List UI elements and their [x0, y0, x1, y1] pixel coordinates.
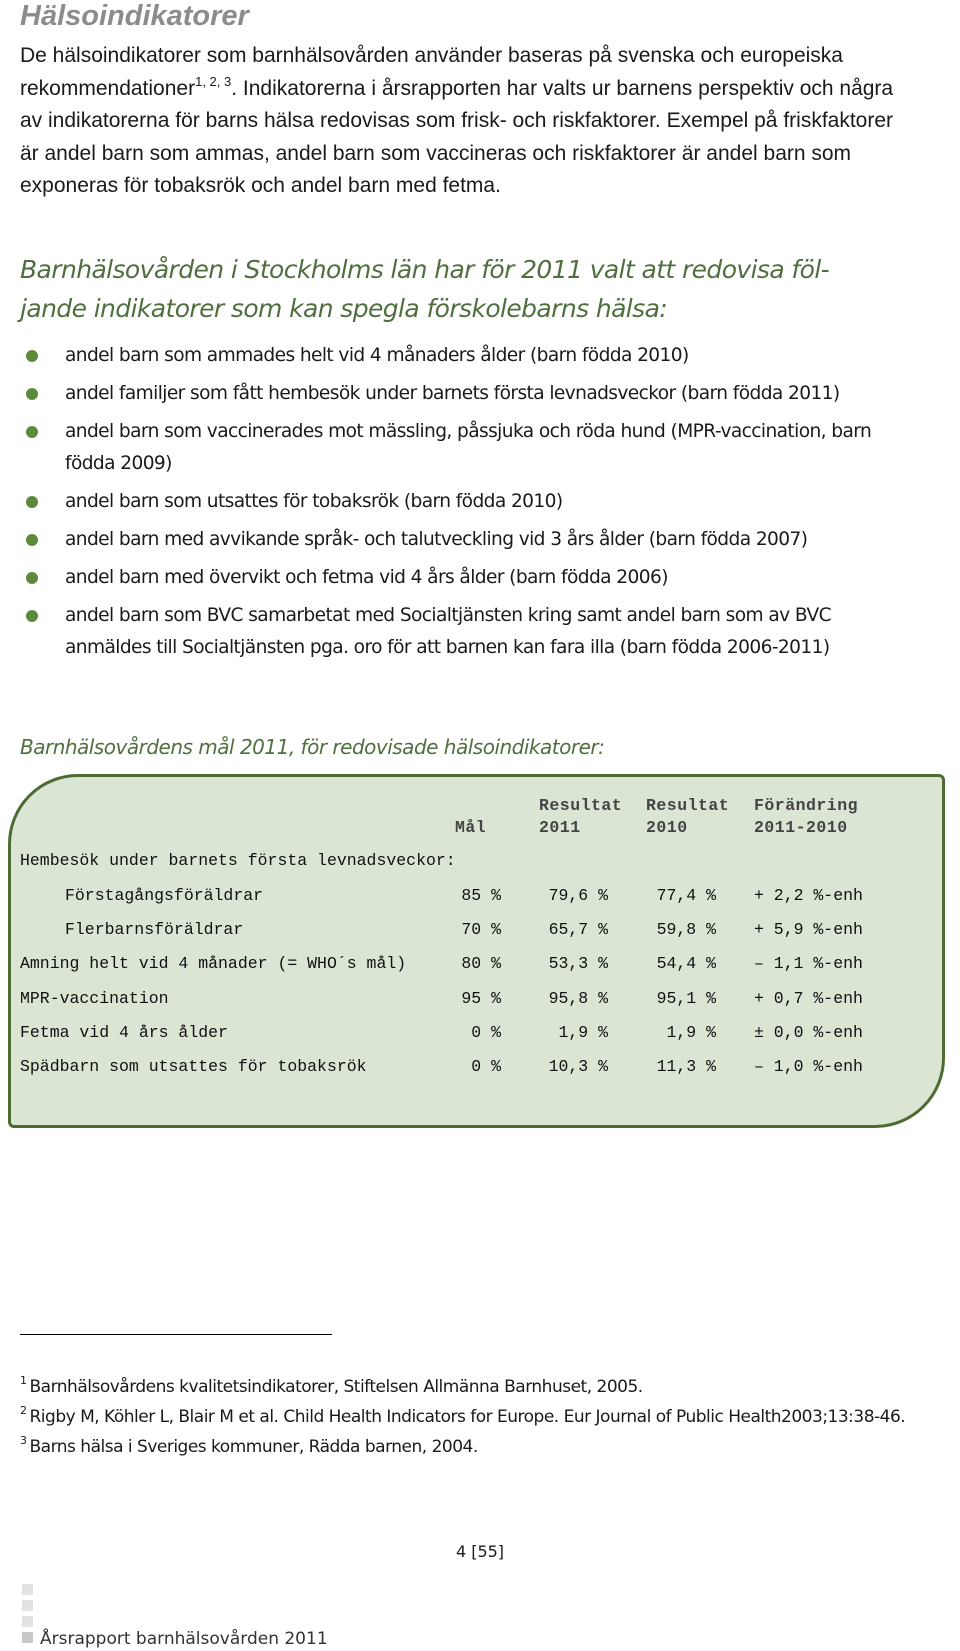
footnote — [20, 1432, 920, 1462]
page-heading: Hälsoindikatorer — [20, 0, 249, 32]
intro-text-2: . Indikatorerna i årsrapporten har valts ur barnens perspektiv och några av indikatorerna för barns hälsa redovisas som frisk- och riskfaktorer. Exempel på friskfaktorer är andel barn som ammas, andel barn som vaccineras och riskfaktorer är andel barn som exponeras för tobaksrök och andel barn med fetma. — [20, 76, 894, 197]
footnote-number: 3 — [20, 1434, 27, 1447]
cell-result-2011: 1,9 % — [558, 1023, 608, 1042]
cell-change: + 5,9 %-enh — [754, 920, 863, 939]
col-header-change-line1: Förändring — [754, 796, 859, 815]
row-label: Förstagångsföräldrar — [65, 886, 264, 905]
cell-change: – 1,1 %-enh — [754, 954, 863, 973]
page-number: 4 [55] — [455, 1542, 505, 1561]
cell-mal: 85 % — [461, 886, 501, 905]
col-header-result-2011-line2: 2011 — [539, 818, 581, 837]
list-item — [24, 486, 884, 518]
row-label: Flerbarnsföräldrar — [65, 920, 244, 939]
footnote-text: Rigby M, Köhler L, Blair M et al. Child Health Indicators for Europe. Eur Journal of Public Health2003;13:38-46. — [29, 1407, 906, 1427]
footer-text: Årsrapport barnhälsovården 2011 — [40, 1629, 328, 1649]
cell-result-2011: 65,7 % — [548, 920, 608, 939]
list-item-text: andel barn som BVC samarbetat med Socialtjänsten kring samt andel barn som av BVC anmäldes till Socialtjänsten pga. oro för att barnen kan fara illa (barn födda 2006-2011) — [65, 605, 831, 658]
cell-mal: 95 % — [461, 989, 501, 1008]
footer-square-icon — [22, 1616, 33, 1627]
bullet-icon — [26, 496, 38, 508]
footer-square-icon — [22, 1584, 33, 1595]
bullet-icon — [26, 350, 38, 362]
cell-mal: 80 % — [461, 954, 501, 973]
row-label: Fetma vid 4 års ålder — [20, 1023, 228, 1042]
bullet-icon — [26, 572, 38, 584]
row-label: Spädbarn som utsattes för tobaksrök — [20, 1057, 367, 1076]
list-item-text: andel barn som utsattes för tobaksrök (barn födda 2010) — [65, 491, 563, 512]
footnote — [20, 1372, 920, 1402]
col-header-result-2011-line1: Resultat — [539, 796, 623, 815]
cell-change: + 2,2 %-enh — [754, 886, 863, 905]
list-item-text: andel barn med övervikt och fetma vid 4 års ålder (barn födda 2006) — [65, 567, 668, 588]
cell-change: ± 0,0 %-enh — [754, 1023, 863, 1042]
cell-result-2011: 79,6 % — [548, 886, 608, 905]
bullet-icon — [26, 534, 38, 546]
footnote-divider — [20, 1334, 332, 1335]
list-item — [24, 524, 884, 556]
footnote — [20, 1402, 920, 1432]
footnote-number: 1 — [20, 1374, 27, 1387]
cell-result-2011: 53,3 % — [548, 954, 608, 973]
section-heading — [20, 250, 920, 328]
cell-mal: 0 % — [471, 1023, 501, 1042]
cell-mal: 70 % — [461, 920, 501, 939]
list-item-text: andel barn med avvikande språk- och talutveckling vid 3 års ålder (barn födda 2007) — [65, 529, 808, 550]
list-item — [24, 600, 884, 664]
list-item — [24, 562, 884, 594]
bullet-icon — [26, 388, 38, 400]
col-header-change-line2: 2011-2010 — [754, 818, 848, 837]
intro-paragraph — [20, 40, 900, 203]
footnote-number: 2 — [20, 1404, 27, 1417]
bullet-icon — [26, 610, 38, 622]
cell-change: + 0,7 %-enh — [754, 989, 863, 1008]
col-header-result-2010-line2: 2010 — [646, 818, 688, 837]
footnote-text: Barnhälsovårdens kvalitetsindikatorer, Stiftelsen Allmänna Barnhuset, 2005. — [29, 1377, 643, 1397]
section-heading-line-2: jande indikatorer som kan spegla förskolebarns hälsa: — [20, 294, 668, 323]
cell-result-2011: 10,3 % — [548, 1057, 608, 1076]
row-label: MPR-vaccination — [20, 989, 169, 1008]
footnotes — [20, 1372, 920, 1462]
cell-result-2011: 95,8 % — [548, 989, 608, 1008]
group-label: Hembesök under barnets första levnadsveckor: — [20, 851, 456, 870]
cell-result-2010: 77,4 % — [656, 886, 716, 905]
cell-result-2010: 54,4 % — [656, 954, 716, 973]
cell-result-2010: 59,8 % — [656, 920, 716, 939]
list-item — [24, 378, 884, 410]
col-header-mal: Mål — [455, 818, 487, 837]
goals-heading: Barnhälsovårdens mål 2011, för redovisade hälsoindikatorer: — [20, 735, 605, 759]
footnote-text: Barns hälsa i Sveriges kommuner, Rädda barnen, 2004. — [29, 1437, 478, 1457]
goals-panel — [8, 774, 945, 1128]
cell-change: – 1,0 %-enh — [754, 1057, 863, 1076]
list-item — [24, 416, 884, 480]
cell-mal: 0 % — [471, 1057, 501, 1076]
list-item-text: andel barn som vaccinerades mot mässling, påssjuka och röda hund (MPR-vaccination, barn födda 2009) — [65, 421, 872, 474]
footnote-refs: 1, 2, 3 — [195, 73, 232, 89]
bullet-icon — [26, 426, 38, 438]
footer-square-icon — [22, 1600, 33, 1611]
footer-square-icon — [22, 1632, 33, 1643]
cell-result-2010: 1,9 % — [666, 1023, 716, 1042]
section-heading-line-1: Barnhälsovården i Stockholms län har för 2011 valt att redovisa föl- — [20, 255, 830, 284]
list-item-text: andel barn som ammades helt vid 4 månaders ålder (barn födda 2010) — [65, 345, 689, 366]
intro-text-1: De hälsoindikatorer som barnhälsovården använder baseras på svenska och europeiska rekommendationer — [20, 44, 843, 100]
list-item — [24, 340, 884, 372]
indicator-list — [24, 340, 884, 670]
cell-result-2010: 11,3 % — [656, 1057, 716, 1076]
col-header-result-2010-line1: Resultat — [646, 796, 730, 815]
cell-result-2010: 95,1 % — [656, 989, 716, 1008]
list-item-text: andel familjer som fått hembesök under barnets första levnadsveckor (barn födda 2011) — [65, 383, 840, 404]
row-label: Amning helt vid 4 månader (= WHO´s mål) — [20, 954, 407, 973]
